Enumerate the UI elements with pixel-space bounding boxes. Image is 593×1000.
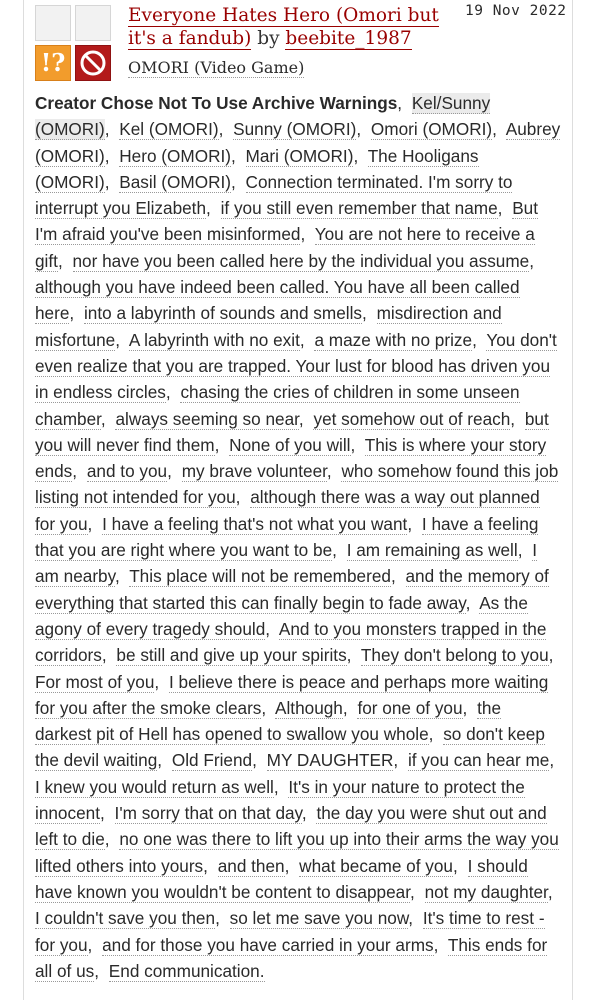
tag-separator: , bbox=[114, 566, 120, 587]
tag-separator: , bbox=[332, 540, 337, 561]
tag-relationship[interactable]: Kel/Sunny (OMORI) bbox=[35, 93, 491, 140]
tag-separator: , bbox=[428, 724, 434, 745]
tag-freeform[interactable]: and to you bbox=[86, 461, 168, 482]
tag-separator: , bbox=[346, 645, 352, 666]
tag-separator: , bbox=[353, 145, 359, 166]
tag-separator: , bbox=[301, 803, 307, 824]
required-tags-icons bbox=[35, 5, 113, 81]
tag-separator: , bbox=[273, 776, 279, 797]
tag-freeform[interactable]: I have a feeling that's not what you want bbox=[102, 513, 408, 534]
warning-glyph: !? bbox=[40, 48, 66, 77]
rating-icon[interactable] bbox=[35, 5, 71, 41]
tag-separator: , bbox=[517, 540, 523, 561]
tag-separator: , bbox=[393, 750, 399, 771]
tag-character[interactable]: Aubrey (OMORI) bbox=[35, 119, 561, 166]
tag-freeform[interactable]: I should have known you wouldn't be content to disappear bbox=[35, 855, 528, 902]
by-label: by bbox=[257, 28, 280, 49]
tag-character[interactable]: Sunny (OMORI) bbox=[233, 119, 357, 140]
tag-freeform[interactable]: nor have you been called here by the individual you assume bbox=[72, 250, 530, 271]
tag-freeform[interactable]: be still and give up your spirits bbox=[116, 645, 347, 666]
tag-freeform[interactable]: I knew you would return as well bbox=[35, 776, 274, 797]
tag-freeform[interactable]: always seeming so near bbox=[115, 408, 299, 429]
tag-separator: , bbox=[101, 645, 107, 666]
tag-freeform[interactable]: But I'm afraid you've been misinformed bbox=[35, 198, 538, 245]
tag-separator: , bbox=[94, 960, 100, 981]
tag-character[interactable]: Hero (OMORI) bbox=[119, 145, 231, 166]
tag-freeform[interactable]: although there was a way out planned for you bbox=[35, 487, 540, 534]
tag-freeform[interactable]: I have a feeling that you are right where you want to be bbox=[35, 513, 539, 561]
tag-separator: , bbox=[104, 119, 110, 140]
tag-separator: , bbox=[265, 618, 271, 639]
no-symbol-icon bbox=[78, 48, 108, 78]
tag-separator: , bbox=[230, 145, 236, 166]
tag-character[interactable]: Omori (OMORI) bbox=[370, 119, 493, 140]
tag-freeform[interactable]: not my daughter bbox=[424, 881, 548, 902]
tag-separator: , bbox=[408, 908, 414, 929]
tag-freeform[interactable]: for one of you bbox=[357, 697, 463, 718]
tag-freeform[interactable]: MY DAUGHTER bbox=[266, 750, 394, 771]
tag-separator: , bbox=[453, 855, 458, 876]
tag-separator: , bbox=[104, 171, 110, 192]
tag-separator: , bbox=[326, 461, 332, 482]
tag-separator: , bbox=[472, 329, 477, 350]
tag-separator: , bbox=[72, 461, 78, 482]
tag-freeform[interactable]: and for those you have carried in your arms bbox=[102, 934, 434, 955]
tag-separator: , bbox=[87, 513, 93, 534]
tag-freeform[interactable]: my brave volunteer bbox=[181, 461, 327, 482]
tag-warning[interactable]: Creator Chose Not To Use Archive Warnings bbox=[35, 93, 398, 113]
tag-separator: , bbox=[218, 119, 224, 140]
tag-separator: , bbox=[69, 303, 75, 324]
tag-freeform[interactable]: They don't belong to you bbox=[360, 645, 549, 666]
tag-separator: , bbox=[214, 434, 220, 455]
tag-character[interactable]: Mari (OMORI) bbox=[245, 145, 354, 166]
card-right-border bbox=[572, 0, 573, 1000]
tag-separator: , bbox=[549, 750, 555, 771]
tag-freeform[interactable]: A labyrinth with no exit bbox=[128, 329, 300, 350]
tag-freeform[interactable]: I am nearby bbox=[35, 540, 538, 587]
tag-separator: , bbox=[115, 329, 121, 350]
tag-freeform[interactable]: no one was there to lift you up into their arms the way you lifted others into yours bbox=[35, 829, 559, 876]
tag-separator: , bbox=[154, 671, 160, 692]
tag-freeform[interactable]: I'm sorry that on that day bbox=[114, 803, 302, 824]
tag-separator: , bbox=[206, 198, 211, 219]
tag-separator: , bbox=[299, 329, 305, 350]
tag-list bbox=[35, 90, 561, 984]
tag-separator: , bbox=[407, 513, 413, 534]
tag-separator: , bbox=[99, 803, 105, 824]
tag-freeform[interactable]: if you can hear me bbox=[407, 750, 550, 771]
category-icon[interactable] bbox=[75, 5, 111, 41]
tag-freeform[interactable]: a maze with no prize bbox=[314, 329, 473, 350]
tag-freeform[interactable]: Old Friend bbox=[171, 750, 253, 771]
tag-freeform[interactable]: You are not here to receive a gift bbox=[35, 224, 535, 271]
tag-freeform[interactable]: I couldn't save you then bbox=[35, 908, 216, 929]
tag-freeform[interactable]: End communication. bbox=[108, 960, 265, 981]
tag-separator: , bbox=[433, 934, 439, 955]
tag-separator: , bbox=[465, 592, 471, 613]
tag-separator: , bbox=[497, 198, 503, 219]
author-link[interactable]: beebite_1987 bbox=[285, 28, 412, 49]
tag-separator: , bbox=[104, 829, 110, 850]
tag-freeform[interactable]: And to you monsters trapped in the corridors bbox=[35, 618, 547, 666]
tag-freeform[interactable]: This is where your story ends bbox=[35, 434, 547, 482]
work-title-link[interactable]: Everyone Hates Hero (Omori but it's a fandub) bbox=[128, 5, 439, 49]
tag-separator: , bbox=[390, 566, 396, 587]
tag-freeform[interactable]: misdirection and misfortune bbox=[35, 303, 502, 350]
tag-character[interactable]: Basil (OMORI) bbox=[119, 171, 231, 192]
tag-character[interactable]: Kel (OMORI) bbox=[119, 119, 219, 140]
tag-separator: , bbox=[300, 224, 306, 245]
tag-separator: , bbox=[261, 697, 267, 718]
tag-separator: , bbox=[284, 855, 290, 876]
tag-separator: , bbox=[410, 881, 415, 902]
tag-freeform[interactable]: what became of you bbox=[299, 855, 453, 876]
tag-freeform[interactable]: but you will never find them bbox=[35, 408, 549, 455]
tag-separator: , bbox=[167, 461, 172, 482]
tag-separator: , bbox=[548, 645, 554, 666]
tag-freeform[interactable]: It's time to rest - for you bbox=[35, 908, 545, 955]
tag-separator: , bbox=[215, 908, 220, 929]
tag-freeform[interactable]: This place will not be remembered bbox=[129, 566, 391, 587]
tag-separator: , bbox=[87, 934, 93, 955]
tag-separator: , bbox=[350, 434, 356, 455]
tag-freeform[interactable]: For most of you bbox=[35, 671, 155, 692]
tag-freeform[interactable]: who somehow found this job listing not intended for you bbox=[35, 461, 559, 508]
tag-freeform[interactable]: into a labyrinth of sounds and smells bbox=[83, 303, 362, 324]
tag-separator: , bbox=[529, 250, 535, 271]
tag-freeform[interactable]: This ends for all of us bbox=[35, 934, 548, 981]
tag-separator: , bbox=[235, 487, 241, 508]
tag-freeform[interactable]: if you still even remember that name bbox=[220, 198, 498, 219]
tag-separator: , bbox=[462, 697, 468, 718]
tag-separator: , bbox=[342, 697, 348, 718]
tag-separator: , bbox=[298, 408, 304, 429]
tag-separator: , bbox=[252, 750, 257, 771]
tag-separator: , bbox=[356, 119, 362, 140]
tag-freeform[interactable]: so let me save you now bbox=[229, 908, 409, 929]
tag-separator: , bbox=[397, 93, 403, 113]
work-heading bbox=[128, 4, 458, 50]
tag-freeform[interactable]: I believe there is peace and perhaps more waiting for you after the smoke clears bbox=[35, 671, 549, 718]
tag-separator: , bbox=[230, 171, 236, 192]
tag-freeform[interactable]: It's in your nature to protect the innocent bbox=[35, 776, 525, 824]
tag-separator: , bbox=[165, 382, 171, 403]
tag-separator: , bbox=[57, 250, 63, 271]
warning-icon[interactable] bbox=[35, 45, 71, 81]
tag-freeform[interactable]: None of you will bbox=[229, 434, 351, 455]
tag-separator: , bbox=[547, 881, 553, 902]
tag-character[interactable]: The Hooligans (OMORI) bbox=[35, 145, 479, 192]
tag-separator: , bbox=[157, 750, 163, 771]
tag-separator: , bbox=[203, 855, 208, 876]
tag-freeform[interactable]: the day you were shut out and left to die bbox=[35, 803, 547, 850]
tag-separator: , bbox=[104, 145, 110, 166]
tag-freeform[interactable]: yet somehow out of reach bbox=[313, 408, 511, 429]
tag-freeform[interactable]: although you have indeed been called. You have all been called here bbox=[35, 277, 520, 324]
publish-date: 19 Nov 2022 bbox=[465, 3, 567, 19]
tag-freeform[interactable]: You don't even realize that you are trapped. Your lust for blood has driven you in endless circles bbox=[35, 329, 557, 403]
tag-separator: , bbox=[362, 303, 367, 324]
tag-freeform[interactable]: As the agony of every tragedy should bbox=[35, 592, 528, 639]
tag-separator: , bbox=[492, 119, 497, 140]
tag-freeform[interactable]: and then bbox=[217, 855, 285, 876]
tag-freeform[interactable]: Although bbox=[275, 697, 343, 718]
tag-freeform[interactable]: I am remaining as well bbox=[346, 540, 518, 561]
tag-separator: , bbox=[100, 408, 106, 429]
fandom-link[interactable]: OMORI (Video Game) bbox=[128, 58, 305, 77]
tag-freeform[interactable]: chasing the cries of children in some unseen chamber bbox=[35, 382, 520, 429]
complete-status-icon[interactable] bbox=[75, 45, 111, 81]
tag-freeform[interactable]: Connection terminated. I'm sorry to interrupt you Elizabeth bbox=[35, 171, 513, 219]
tag-freeform[interactable]: and the memory of everything that started this can finally begin to fade away bbox=[35, 566, 549, 613]
card-left-border bbox=[23, 0, 24, 1000]
tag-separator: , bbox=[510, 408, 516, 429]
tag-freeform[interactable]: the darkest pit of Hell has opened to swallow you whole bbox=[35, 697, 502, 745]
tag-freeform[interactable]: so don't keep the devil waiting bbox=[35, 724, 545, 771]
